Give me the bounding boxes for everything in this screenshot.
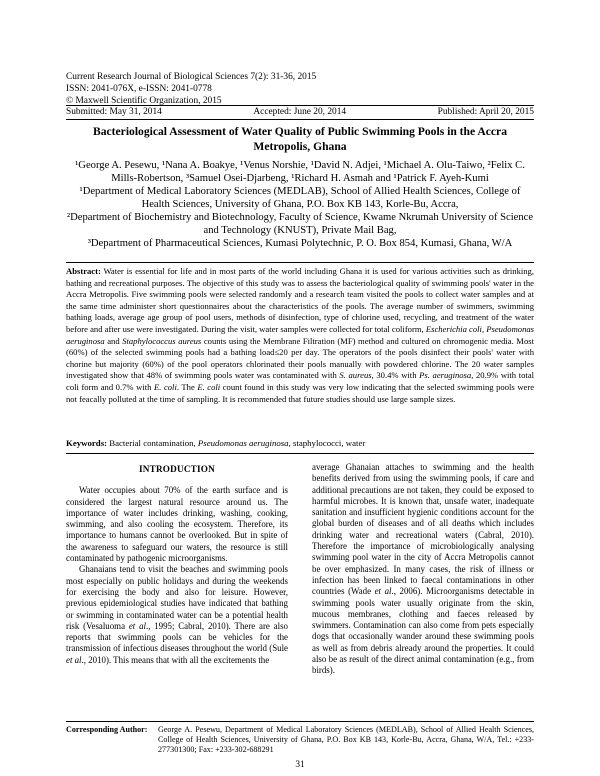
date-rule (66, 119, 534, 120)
abstract-text: , 20.9% with total coli form and 0.7% with (66, 370, 535, 392)
abstract-text: count found in this study was very low indicating that the selected swimming pools were not feacally polluted at the time of sampling. It is recommended that future studies should use large sample sizes. (66, 381, 535, 404)
journal-citation: Current Research Journal of Biological Sciences 7(2): 31-36, 2015 (66, 72, 317, 82)
accepted-date: Accepted: June 20, 2014 (253, 107, 347, 117)
corresponding-label: Corresponding Author: (66, 725, 148, 734)
paragraph-text: Ghanaians tend to visit the beaches and swimming pools most especially on public holidays and during the weekends for exercising the body and also for leisure. However, previous epidemiological studies have indicated that bathing or swimming in contaminated water can be a potential health risk (Vesaluoma (66, 564, 288, 631)
abstract-label: Abstract: (66, 266, 101, 276)
paragraph-italic: et al (374, 586, 392, 597)
published-date: Published: April 20, 2015 (437, 107, 534, 117)
paragraph-text: ., 2010). This means that with all the excitements the (81, 654, 270, 665)
abstract-italic: Staphylococcus aureus (122, 335, 202, 346)
journal-meta (66, 71, 536, 107)
paragraph-italic: et al (66, 654, 82, 665)
top-rule (66, 105, 534, 106)
corresponding-text: George A. Pesewu, Department of Medical Laboratory Sciences (MEDLAB), School of Allied Health Sciences, College of Health Sciences, University of Ghana, P.O. Box KB 143, Korle-Bu, Accra, Ghana, W/A, Tel.: +233-277301300; Fax: +233-302-688291 (158, 725, 534, 754)
abstract-italic: E. coli (153, 381, 177, 392)
intro-paragraph-continued (312, 462, 534, 677)
abstract-italic: Pseudomonas aeruginosa (66, 323, 535, 346)
author-list: ¹George A. Pesewu, ¹Nana A. Boakye, ¹Venus Norshie, ¹David N. Adjei, ¹Michael A. Olu-Taiwo, ²Felix C. Mills-Robertson, ³Samuel Osei-Djarbeng, ¹Richard H. Asmah and ¹Patrick F. Ayeh-Kumi (75, 160, 525, 184)
abstract-text: , (481, 323, 487, 334)
journal-issn: ISSN: 2041-076X, e-ISSN: 2041-0778 (66, 84, 212, 94)
intro-paragraph-2 (66, 564, 288, 666)
submitted-date: Submitted: May 31, 2014 (66, 107, 162, 117)
page-number: 31 (295, 760, 305, 770)
paragraph-text: average Ghanaian attaches to swimming and the health benefits derived from using the swimming pools, if care and additional precautions are not taken, they could be exposed to harmful microbes. It is known that, unsafe water, inadequate sanitation and insufficient hygienic conditions account for the global burden of diseases and of all deaths which includes drinking water and recreational waters (Cabral, 2010). Therefore the importance of microbiologically analysing swimming pool water in the city of Accra Metropolis cannot be over emphasized. In many cases, the risk of illness or infection has been linked to faecal contaminations in other countries (Wade (312, 462, 534, 597)
abstract-text: . The (176, 381, 198, 392)
footnote-rule (66, 721, 534, 722)
abstract-italic: Escherichia coli (425, 323, 482, 334)
corresponding-author (66, 725, 534, 755)
abstract-text: counts using the Membrane Filtration (MF) method and cultured on chromogenic media. Most (60%) of the selected swimming pools had a bathing load≤20 per day. The operators of the pools disinfect their pools' water with chorine but majority (60%) of the pool operators chlorinated their pools manually with powdered chlorine. The 20 water samples investigated show that 48% of swimming pools water was contaminated with (66, 335, 534, 381)
keywords-rule (66, 453, 534, 454)
keywords (66, 438, 534, 449)
abstract-italic: E. coli (197, 381, 221, 392)
abstract-italic: Ps. aeruginosa (419, 370, 472, 381)
keywords-label: Keywords: (66, 438, 108, 448)
paper-title: Bacteriological Assessment of Water Quality of Public Swimming Pools in the Accra Metropolis, Ghana (92, 125, 508, 153)
paragraph-italic: et al (128, 620, 146, 631)
abstract-top-rule (66, 262, 534, 263)
abstract-italic: S. aureus (339, 370, 372, 381)
abstract (66, 266, 534, 405)
date-line (66, 107, 534, 118)
abstract-text: Water is essential for life and in most parts of the world including Ghana it is used for various activities such as drinking, bathing and recreational purposes. The objective of this study was to assess the bacteriological quality of swimming pools' water in the Accra Metropolis. Five swimming pools were selected randomly and a research team visited the pools to collect water samples and at the same time administer short questionnaires about the characteristics of the pools. The average number of swimmers, swimming bathing loads, average age group of pool users, methods of disinfection, type of chlorine used, recycling, and treatment of the water before and after use were investigated. During the visit, water samples were collected for total coliform, (66, 266, 534, 334)
affiliation-1: ¹Department of Medical Laboratory Sciences (MEDLAB), School of Allied Health Sciences, College of Health Sciences, University of Ghana, P.O. Box KB 143, Korle-Bu, Accra, (79, 186, 521, 210)
affiliation-2: ²Department of Biochemistry and Biotechnology, Faculty of Science, Kwame Nkrumah University of Science and Technology (KNUST), Private Mail Bag, (66, 212, 534, 236)
keywords-text: Bacterial contamination, (107, 438, 198, 448)
intro-paragraph-1: Water occupies about 70% of the earth surface and is considered the largest natural resource around us. The importance of water includes drinking, washing, cooking, swimming, and also cooling the ecosystem. Therefore, its importance to humans cannot be overlooked. But in spite of the awareness to safeguard our waters, the resource is still contaminated by pathogenic microorganisms. (66, 485, 288, 564)
section-heading: INTRODUCTION (139, 464, 215, 474)
paragraph-text: ., 1995; Cabral, 2010). There are also reports that swimming pools can be vehicles for the transmission of infectious diseases throughout the world (Sule (66, 620, 288, 654)
affiliation-3: ³Department of Pharmaceutical Sciences, Kumasi Polytechnic, P. O. Box 854, Kumasi, Ghana, W/A (87, 238, 513, 249)
keywords-text: , staphylococci, water (288, 438, 366, 448)
left-column (66, 462, 288, 666)
author-block (66, 159, 534, 250)
paragraph-text: ., 2006). Microorganisms detectable in swimming pools water usually originate from the skin, mucous membranes, clothing and faeces released by swimmers. Contamination can also come from pets especially dogs that occasionally wander around these swimming pools as well as from debris already around the properties. It could also be as result of the direct animal contamination (e.g., from birds). (312, 586, 535, 676)
journal-copyright: © Maxwell Scientific Organization, 2015 (66, 96, 222, 106)
abstract-text: and (104, 335, 123, 346)
abstract-text: , 30.4% with (371, 370, 420, 381)
keywords-italic: Pseudomonas aeruginosa (197, 438, 289, 448)
right-column (312, 462, 534, 677)
